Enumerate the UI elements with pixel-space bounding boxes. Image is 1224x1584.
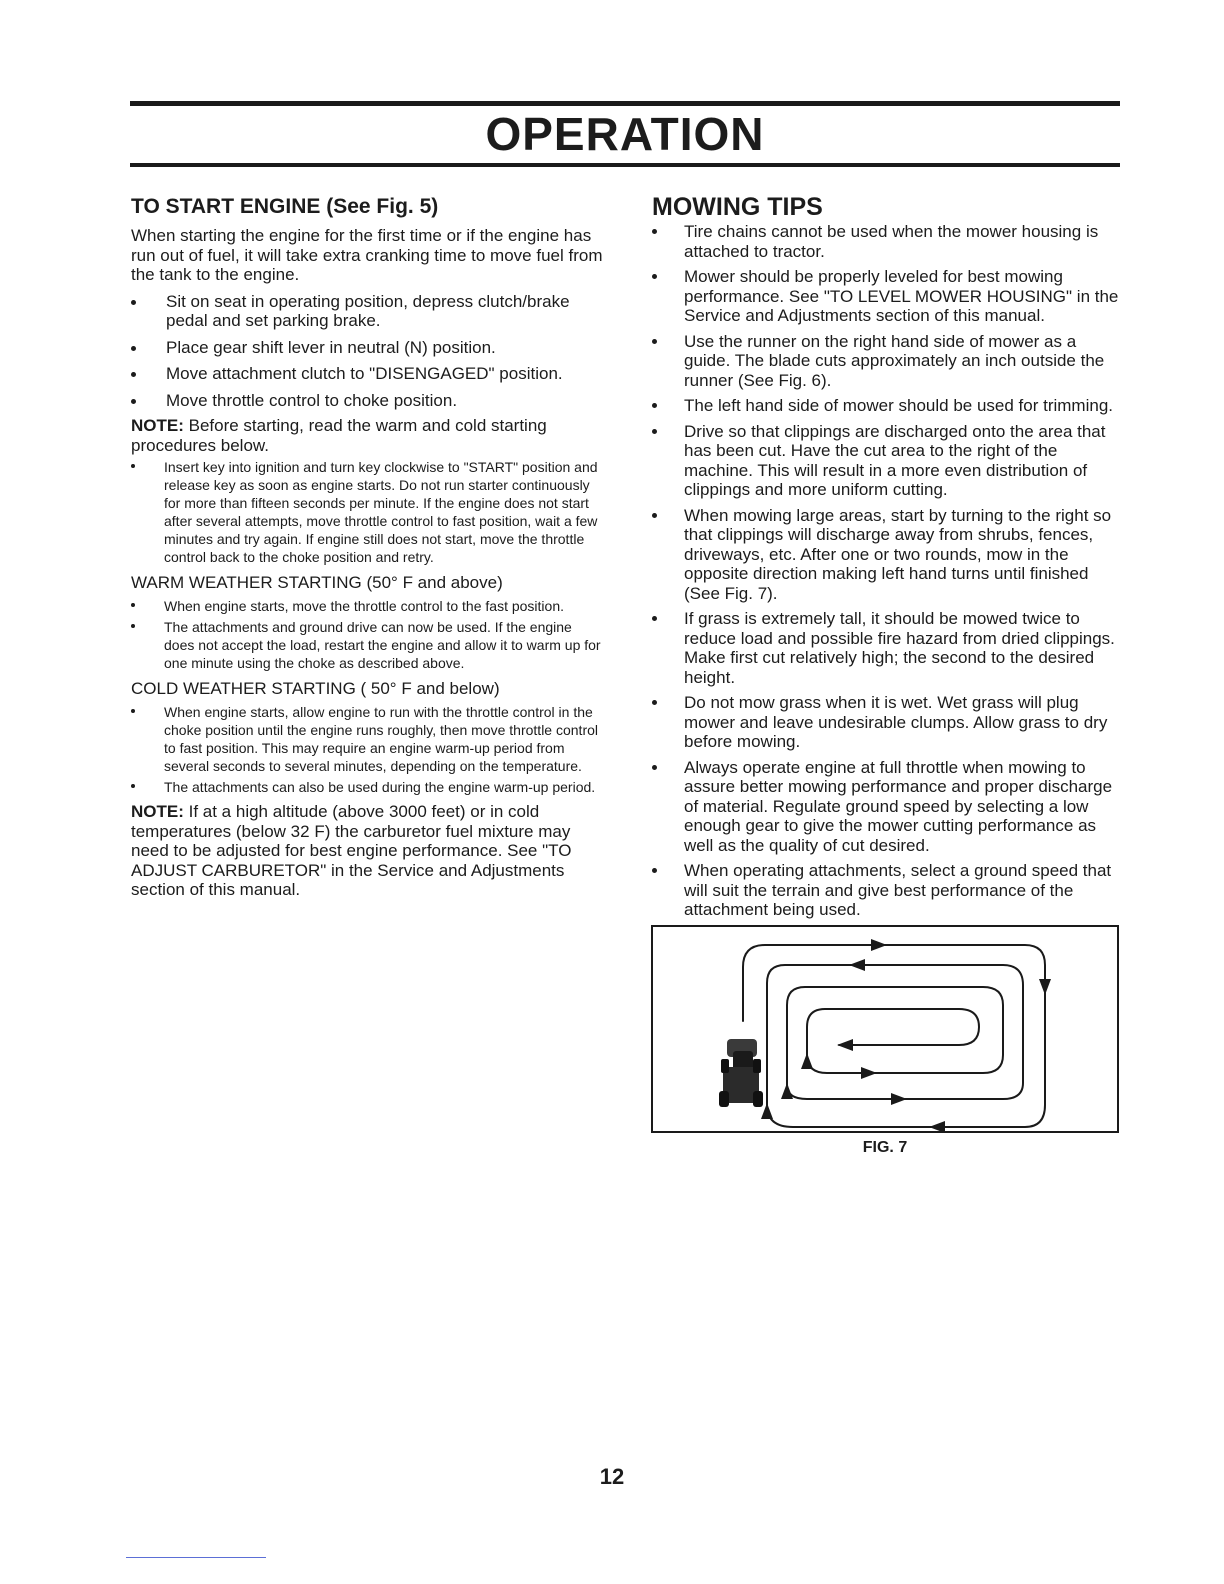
list-item bbox=[652, 332, 1120, 391]
mowing-pattern-diagram bbox=[653, 927, 1117, 1131]
note-text: Before starting, read the warm and cold starting procedures below. bbox=[131, 416, 547, 455]
page-title: OPERATION bbox=[485, 108, 765, 160]
list-item bbox=[652, 222, 1120, 261]
bullet-icon bbox=[652, 765, 657, 770]
tip-text: When operating attachments, select a ground speed that will suit the terrain and give best performance of the attachment being used. bbox=[684, 861, 1112, 919]
bullet-icon bbox=[652, 403, 657, 408]
mowing-pattern-figure bbox=[651, 925, 1119, 1133]
item-text: When engine starts, allow engine to run with the throttle control in the choke position until the engine runs roughly, then move throttle control to fast position. This may require an engine warm-up period from several seconds to several minutes, depending on the temperature. bbox=[164, 704, 598, 774]
key-steps-list bbox=[131, 458, 603, 566]
note-high-altitude bbox=[131, 802, 603, 900]
start-engine-intro: When starting the engine for the first time or if the engine has run out of fuel, it will take extra cranking time to move fuel from the tank to the engine. bbox=[131, 226, 603, 284]
bullet-icon bbox=[131, 372, 136, 377]
start-engine-heading: TO START ENGINE (See Fig. 5) bbox=[131, 195, 439, 218]
list-item bbox=[131, 391, 603, 411]
item-text: The attachments and ground drive can now be used. If the engine does not accept the load, restart the engine and allow it to warm up for one minute using the choke as described above. bbox=[164, 619, 601, 671]
list-item bbox=[131, 703, 603, 775]
list-item bbox=[652, 396, 1120, 416]
bullet-icon bbox=[131, 603, 135, 607]
mowing-tips-list bbox=[652, 222, 1120, 920]
tip-text: Use the runner on the right hand side of mower as a guide. The blade cuts approximately an inch outside the runner (See Fig. 6). bbox=[684, 331, 1105, 390]
tip-text: Do not mow grass when it is wet. Wet grass will plug mower and leave undesirable clumps. Allow grass to dry before mowing. bbox=[684, 693, 1108, 751]
start-steps-list bbox=[131, 292, 603, 411]
list-item bbox=[652, 267, 1120, 326]
footer-rule bbox=[126, 1557, 266, 1558]
third-mowing-path bbox=[787, 987, 1003, 1085]
bullet-icon bbox=[652, 274, 657, 279]
bullet-icon bbox=[652, 339, 657, 344]
note-label: NOTE: bbox=[131, 416, 184, 435]
bullet-icon bbox=[652, 429, 657, 434]
step-text: Sit on seat in operating position, depress clutch/brake pedal and set parking brake. bbox=[166, 291, 570, 330]
item-text: The attachments can also be used during the engine warm-up period. bbox=[164, 779, 596, 795]
bullet-icon bbox=[131, 709, 135, 713]
note-text: If at a high altitude (above 3000 feet) or in cold temperatures (below 32 F) the carburetor fuel mixture may need to be adjusted for best engine performance. See "TO ADJUST CARBURETOR" in the Service and Adjustments section of this manual. bbox=[131, 802, 572, 899]
note-label: NOTE: bbox=[131, 802, 184, 821]
list-item bbox=[652, 861, 1120, 920]
list-item bbox=[131, 597, 603, 615]
warm-weather-list bbox=[131, 597, 603, 672]
start-engine-section bbox=[131, 192, 603, 900]
figure-caption: FIG. 7 bbox=[862, 1139, 908, 1156]
warm-weather-heading: WARM WEATHER STARTING (50° F and above) bbox=[131, 573, 503, 592]
tip-text: Always operate engine at full throttle when mowing to assure better mowing performance and proper discharge of material. Regulate ground speed by selecting a low enough gear to give the mower cutting performance as well as the quality of cut desired. bbox=[684, 757, 1113, 855]
step-text: Insert key into ignition and turn key clockwise to "START" position and release key as soon as engine starts. Do not run starter continuously for more than fifteen seconds per minute. If the engine does not start after several attempts, move throttle control to fast position, wait a few minutes and try again. If engine still does not start, move the throttle control back to the choke position and retry. bbox=[164, 459, 598, 565]
bullet-icon bbox=[131, 346, 136, 351]
list-item bbox=[131, 458, 603, 566]
bullet-icon bbox=[652, 700, 657, 705]
bullet-icon bbox=[131, 784, 135, 788]
mowing-tips-section bbox=[652, 192, 1120, 926]
step-text: Move throttle control to choke position. bbox=[166, 390, 458, 410]
bullet-icon bbox=[131, 300, 136, 305]
header-rule-bottom bbox=[130, 163, 1120, 167]
list-item bbox=[652, 758, 1120, 856]
inner-mowing-path bbox=[807, 1009, 979, 1055]
step-text: Move attachment clutch to "DISENGAGED" position. bbox=[166, 364, 563, 383]
tractor-icon bbox=[719, 1039, 763, 1107]
list-item bbox=[131, 364, 603, 384]
tip-text: Drive so that clippings are discharged onto the area that has been cut. Have the cut area to the right of the machine. This will result in a more even distribution of clippings and more uniform cutting. bbox=[684, 421, 1106, 499]
note-before-starting bbox=[131, 416, 603, 455]
cold-weather-heading: COLD WEATHER STARTING ( 50° F and below) bbox=[131, 679, 500, 698]
list-item bbox=[131, 618, 603, 672]
tip-text: Mower should be properly leveled for best mowing performance. See "TO LEVEL MOWER HOUSING" in the Service and Adjustments section of this manual. bbox=[684, 267, 1119, 325]
cold-weather-list bbox=[131, 703, 603, 796]
bullet-icon bbox=[652, 868, 657, 873]
list-item bbox=[652, 506, 1120, 604]
list-item bbox=[652, 693, 1120, 752]
item-text: When engine starts, move the throttle control to the fast position. bbox=[164, 598, 564, 614]
tip-text: If grass is extremely tall, it should be mowed twice to reduce load and possible fire hazard from dried clippings. Make first cut relatively high; the second to the desired height. bbox=[684, 609, 1115, 687]
list-item bbox=[131, 292, 603, 331]
tip-text: The left hand side of mower should be used for trimming. bbox=[684, 396, 1113, 415]
mowing-tips-heading: MOWING TIPS bbox=[652, 193, 823, 221]
bullet-icon bbox=[131, 399, 136, 404]
bullet-icon bbox=[652, 513, 657, 518]
bullet-icon bbox=[652, 616, 657, 621]
page-number: 12 bbox=[599, 1464, 625, 1489]
step-text: Place gear shift lever in neutral (N) position. bbox=[166, 337, 496, 357]
list-item bbox=[652, 422, 1120, 500]
tip-text: Tire chains cannot be used when the mower housing is attached to tractor. bbox=[684, 222, 1099, 261]
bullet-icon bbox=[131, 624, 135, 628]
bullet-icon bbox=[131, 464, 135, 468]
bullet-icon bbox=[652, 229, 657, 234]
list-item bbox=[652, 609, 1120, 687]
list-item bbox=[131, 338, 603, 358]
tip-text: When mowing large areas, start by turning to the right so that clippings will discharge away from shrubs, fences, driveways, etc. After one or two rounds, mow in the opposite direction making left hand turns until finished (See Fig. 7). bbox=[684, 505, 1112, 603]
list-item bbox=[131, 778, 603, 796]
